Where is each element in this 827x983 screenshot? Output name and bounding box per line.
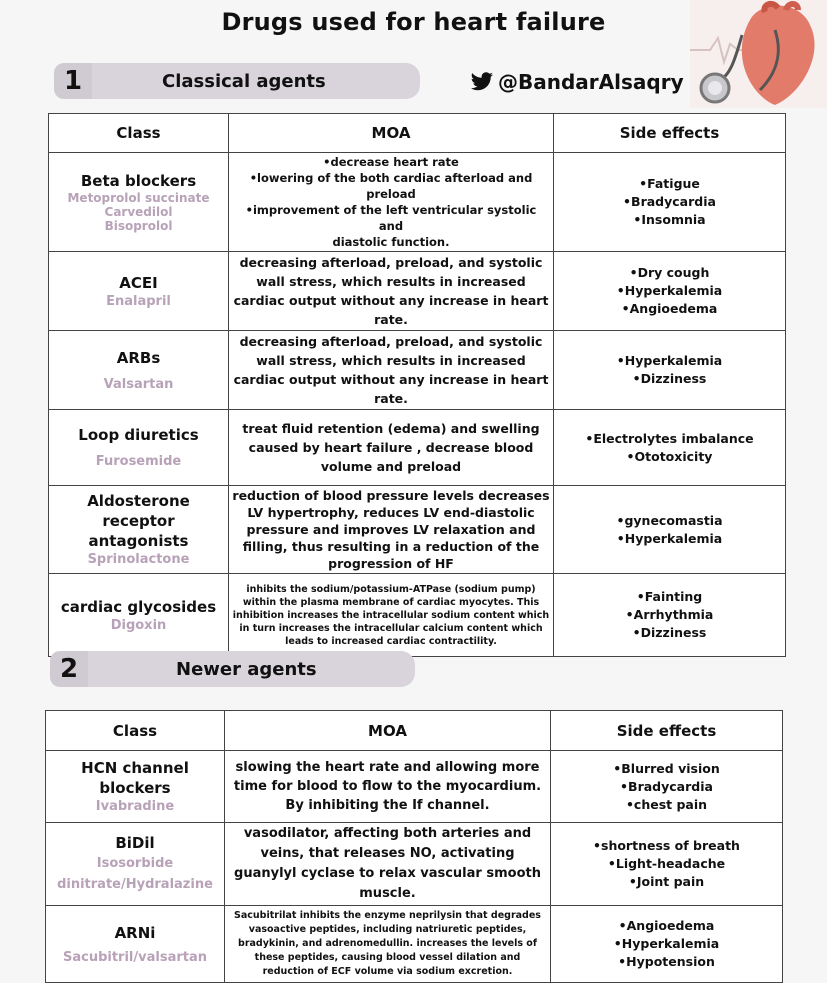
side-effects-cell: [554, 331, 786, 410]
class-cell: [49, 331, 229, 410]
moa-cell: decreasing afterload, preload, and systolic wall stress, which results in increased cardiac output without any increase in heart rate.: [229, 252, 554, 331]
handle-text: @BandarAlsaqry: [498, 70, 684, 94]
drug-class: ARNi: [114, 923, 156, 942]
moa-cell: slowing the heart rate and allowing more time for blood to flow to the myocardium. By inhibiting the If channel.: [225, 751, 551, 823]
drug-names: Valsartan: [103, 376, 174, 392]
side-effect: •Hyperkalemia: [616, 353, 723, 368]
section-2-number: 2: [50, 651, 88, 687]
table-header-row: [49, 114, 786, 153]
table-header-row: [46, 711, 783, 751]
side-effects-cell: [554, 574, 786, 657]
table-row: [49, 252, 786, 331]
moa-cell: decreasing afterload, preload, and systolic wall stress, which results in increased cardiac output without any increase in heart rate.: [229, 331, 554, 410]
header-moa: MOA: [225, 711, 551, 751]
section-2-label: Newer agents: [176, 659, 317, 680]
side-effect: •Bradycardia: [623, 194, 716, 209]
side-effect: •Light-headache: [607, 856, 726, 871]
table-row: [46, 823, 783, 906]
classical-agents-table: [48, 113, 786, 657]
class-cell: [49, 410, 229, 486]
side-effect: •Fatigue: [639, 176, 700, 191]
class-cell: [46, 906, 225, 983]
side-effects-cell: [551, 823, 783, 906]
side-effect: •Dry cough: [629, 265, 710, 280]
heart-stethoscope-illustration: [690, 0, 827, 108]
side-effect: •Joint pain: [628, 874, 705, 889]
section-1-label: Classical agents: [162, 71, 326, 92]
moa-cell: Sacubitrilat inhibits the enzyme neprilysin that degrades vasoactive peptides, including natriuretic peptides, bradykinin, and adrenomedullin. increases the levels of these peptides, causing blood vessel dilation and reduction of ECF volume via sodium excretion.: [225, 906, 551, 983]
table-row: [49, 331, 786, 410]
drug-class: Beta blockers: [80, 172, 197, 190]
header-moa: MOA: [229, 114, 554, 153]
page-title: Drugs used for heart failure: [221, 8, 606, 36]
moa-cell: reduction of blood pressure levels decreases LV hypertrophy, reduces LV end-diastolic pressure and improves LV relaxation and filling, thus resulting in a reduction of the progression of HF: [229, 486, 554, 574]
drug-class: Aldosterone receptor antagonists: [87, 492, 190, 550]
drug-names: Furosemide: [95, 454, 182, 469]
newer-agents-table: [45, 710, 783, 983]
class-cell: [49, 153, 229, 252]
side-effect: •Blurred vision: [613, 760, 720, 776]
drug-names: Metoprolol succinate Carvedilol Bisoprolol: [67, 191, 210, 233]
drug-names: Sacubitril/valsartan: [62, 949, 207, 965]
side-effects-cell: [551, 906, 783, 983]
header-class: Class: [49, 114, 229, 153]
drug-class: Loop diuretics: [78, 426, 199, 444]
class-cell: [49, 486, 229, 574]
drug-class: ARBs: [116, 348, 161, 367]
drug-names: Enalapril: [106, 293, 171, 309]
class-cell: [46, 751, 225, 823]
side-effects-cell: [551, 751, 783, 823]
drug-class: HCN channel blockers: [81, 759, 189, 797]
side-effect: •Bradycardia: [620, 778, 713, 794]
side-effects-cell: [554, 486, 786, 574]
drug-class: BiDil: [115, 834, 155, 852]
table-row: [46, 751, 783, 823]
side-effect: •Hyperkalemia: [616, 283, 723, 298]
drug-names: Digoxin: [110, 617, 167, 633]
side-effect: •Ototoxicity: [626, 448, 713, 464]
header-side-effects: Side effects: [551, 711, 783, 751]
table-row: [49, 153, 786, 252]
side-effect: •Arrhythmia: [625, 607, 714, 622]
side-effect: •Insomnia: [633, 212, 706, 227]
drug-class: ACEI: [119, 273, 158, 292]
side-effect: •Dizziness: [632, 625, 707, 640]
header-side-effects: Side effects: [554, 114, 786, 153]
moa-cell: •decrease heart rate •lowering of the both cardiac afterload and preload •improvement of the left ventricular systolic and diastolic function.: [229, 153, 554, 252]
side-effect: •Electrolytes imbalance: [585, 430, 754, 446]
side-effect: •Angioedema: [618, 918, 715, 933]
class-cell: [49, 252, 229, 331]
table-row: [49, 574, 786, 657]
side-effects-cell: [554, 252, 786, 331]
twitter-bird-icon: [470, 72, 494, 92]
table-row: [49, 410, 786, 486]
side-effect: •gynecomastia: [616, 512, 723, 528]
drug-names: Ivabradine: [95, 799, 175, 814]
side-effect: •Fainting: [636, 589, 703, 604]
drug-names: Isosorbide dinitrate/Hydralazine: [57, 856, 213, 892]
class-cell: [49, 574, 229, 657]
side-effect: •shortness of breath: [593, 838, 740, 853]
moa-cell: vasodilator, affecting both arteries and veins, that releases NO, activating guanylyl cyclase to relax vascular smooth muscle.: [225, 823, 551, 906]
side-effect: •Hyperkalemia: [616, 530, 723, 546]
section-1-number: 1: [54, 63, 92, 99]
side-effect: •Hypotension: [618, 954, 715, 969]
side-effects-cell: [554, 410, 786, 486]
side-effect: •Hyperkalemia: [613, 936, 720, 951]
class-cell: [46, 823, 225, 906]
moa-cell: inhibits the sodium/potassium-ATPase (sodium pump) within the plasma membrane of cardiac myocytes. This inhibition increases the intracellular sodium content which in turn increases the intracellular calcium content which leads to increased cardiac contractility.: [229, 574, 554, 657]
drug-class: cardiac glycosides: [60, 597, 217, 616]
side-effect: •chest pain: [625, 796, 708, 812]
drug-names: Sprinolactone: [87, 552, 190, 567]
side-effect: •Angioedema: [621, 301, 718, 316]
header-class: Class: [46, 711, 225, 751]
table-row: [46, 906, 783, 983]
side-effect: •Dizziness: [632, 371, 707, 386]
twitter-handle[interactable]: [470, 70, 684, 94]
moa-cell: treat fluid retention (edema) and swelling caused by heart failure , decrease blood volume and preload: [229, 410, 554, 486]
side-effects-cell: [554, 153, 786, 252]
table-row: [49, 486, 786, 574]
